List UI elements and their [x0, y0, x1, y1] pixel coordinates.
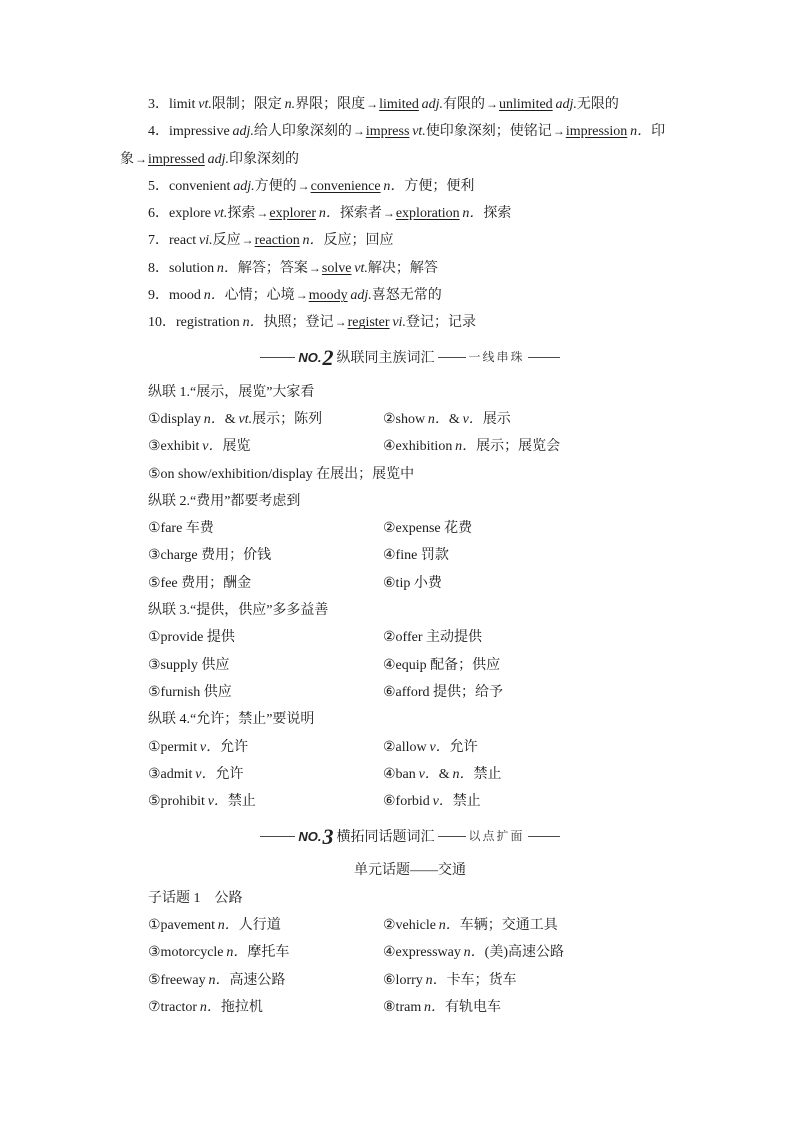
word-item — [383, 624, 482, 651]
entry-text: 4．impressive — [148, 124, 230, 140]
entry-text: ⑤prohibit — [148, 794, 205, 810]
derivative-entry — [120, 118, 700, 145]
derived-word: impressed — [148, 151, 205, 167]
derivative-entry — [120, 200, 700, 227]
entry-text: ②vehicle — [383, 918, 436, 934]
derivation-arrow: → — [241, 233, 254, 248]
section-subtitle: 以点扩面 — [468, 828, 525, 843]
entry-text: ⑤fee 费用；酬金 — [148, 575, 252, 591]
entry-text: ④fine 罚款 — [383, 548, 449, 564]
derived-word: exploration — [395, 206, 460, 222]
word-item — [383, 994, 501, 1021]
derived-word: solve — [321, 260, 352, 276]
word-item — [148, 939, 383, 966]
part-of-speech: n． — [630, 124, 652, 140]
entry-text: 允许 — [215, 766, 244, 782]
entry-text: 禁止 — [473, 766, 502, 782]
part-of-speech: n． — [203, 411, 225, 427]
entry-text: 探索者 — [339, 206, 382, 222]
part-of-speech: adj. — [421, 97, 444, 112]
header-rule-right — [528, 357, 560, 358]
entry-text: ②allow — [383, 739, 427, 755]
part-of-speech: v． — [429, 739, 450, 755]
entry-text: ⑥forbid — [383, 794, 430, 810]
entry-text: ④equip 配备；供应 — [383, 657, 501, 673]
derivation-arrow: → — [552, 124, 565, 139]
entry-text: & — [438, 766, 450, 782]
entry-text: ②expense 花费 — [383, 521, 473, 537]
entry-text: 使印象深刻；使铭记 — [425, 124, 552, 140]
entry-text: ①display — [148, 411, 201, 427]
word-item — [148, 542, 383, 569]
entry-text: ④exhibition — [383, 439, 453, 455]
entry-text: ②offer 主动提供 — [383, 630, 482, 646]
entry-text: 禁止 — [227, 794, 256, 810]
entry-text: & — [448, 411, 460, 427]
entry-text: ④ban — [383, 766, 416, 782]
word-row — [120, 939, 700, 966]
entry-text: ⑥lorry — [383, 972, 423, 988]
derivative-entry-continued — [120, 146, 700, 173]
derived-word: impress — [365, 124, 410, 140]
entry-text: 10．registration — [148, 315, 240, 331]
derived-word: register — [347, 315, 390, 331]
entry-text: 界限；限度 — [295, 97, 366, 112]
entry-text: 卡车；货车 — [446, 972, 517, 988]
synonym-groups — [120, 379, 700, 816]
entry-text: ⑤furnish 供应 — [148, 684, 232, 700]
word-item — [148, 515, 383, 542]
section-title: 横拓同话题词汇 — [336, 827, 435, 844]
word-item — [383, 542, 449, 569]
entry-text: ⑥tip 小费 — [383, 575, 442, 591]
section-number: 3 — [322, 823, 334, 849]
entry-text: 喜怒无常的 — [371, 288, 442, 304]
group-title: 纵联 2.“费用”都要考虑到 — [148, 493, 301, 509]
word-row — [120, 652, 700, 679]
part-of-speech: n． — [216, 260, 238, 276]
word-item — [383, 939, 564, 966]
entry-text: 摩托车 — [247, 945, 290, 961]
derivative-entry — [120, 227, 700, 254]
part-of-speech: vi. — [199, 233, 213, 249]
topic-word-groups — [120, 885, 700, 1021]
header-rule-middle — [438, 836, 466, 837]
section-header-no3 — [120, 815, 700, 857]
derivation-arrow: → — [135, 151, 147, 166]
page-content — [120, 91, 700, 1021]
derivative-entry — [120, 255, 700, 282]
header-rule-left — [260, 357, 295, 358]
entry-text: ①pavement — [148, 918, 215, 934]
derived-word: explorer — [269, 206, 317, 222]
entry-text: 3．limit — [148, 97, 196, 112]
derived-word: reaction — [254, 233, 300, 249]
word-item — [383, 406, 511, 433]
derivation-arrow: → — [366, 97, 379, 111]
part-of-speech: n． — [318, 206, 340, 222]
derivation-arrow: → — [486, 97, 499, 111]
word-row — [120, 542, 700, 569]
part-of-speech: n． — [203, 288, 225, 304]
word-item — [383, 652, 500, 679]
header-rule-left — [260, 836, 295, 837]
word-item — [383, 761, 501, 788]
derivative-entry — [120, 282, 700, 309]
part-of-speech: v． — [432, 794, 453, 810]
part-of-speech: vt. — [238, 411, 253, 427]
part-of-speech: vt. — [354, 260, 368, 276]
part-of-speech: vt. — [213, 206, 228, 222]
part-of-speech: vt. — [412, 124, 426, 140]
unit-topic-title: 单元话题——交通 — [354, 863, 466, 879]
entry-text: 7．react — [148, 233, 197, 249]
entry-text: ⑤on show/exhibition/display 在展出；展览中 — [148, 466, 415, 482]
section-no-label: NO. — [298, 828, 322, 844]
entry-text: 限制；限定 — [211, 97, 282, 112]
entry-text: (美)高速公路 — [484, 945, 564, 961]
word-row — [120, 761, 700, 788]
entry-text: 6．explore — [148, 206, 211, 222]
derivation-arrow: → — [334, 315, 347, 330]
part-of-speech: v． — [418, 766, 439, 782]
word-item — [148, 679, 383, 706]
word-row — [120, 734, 700, 761]
derivation-arrow: → — [308, 260, 321, 275]
entry-text: 展示 — [482, 411, 511, 427]
word-item — [383, 679, 503, 706]
part-of-speech: vt. — [198, 97, 212, 112]
part-of-speech: n． — [383, 178, 405, 194]
word-item — [148, 994, 383, 1021]
entry-text: ③admit — [148, 766, 193, 782]
derivative-entry — [120, 309, 700, 336]
entry-text: ⑦tractor — [148, 999, 198, 1015]
entry-text: ②show — [383, 411, 426, 427]
part-of-speech: adj. — [207, 151, 229, 167]
derived-word: limited — [379, 97, 419, 112]
group-title: 子话题 1 公路 — [148, 890, 243, 906]
word-row — [120, 406, 700, 433]
entry-text: ③motorcycle — [148, 945, 224, 961]
entry-text: ④expressway — [383, 945, 461, 961]
entry-text: 心情；心境 — [224, 288, 295, 304]
word-item — [148, 652, 383, 679]
part-of-speech: v． — [195, 766, 216, 782]
word-row — [120, 788, 700, 815]
entry-text: ⑤freeway — [148, 972, 206, 988]
part-of-speech: n． — [452, 766, 474, 782]
part-of-speech: adj. — [555, 97, 577, 112]
entry-text: & — [224, 411, 236, 427]
word-item — [383, 433, 560, 460]
part-of-speech: v． — [462, 411, 483, 427]
entry-text: 探索 — [483, 206, 512, 222]
entry-text: 解答；答案 — [237, 260, 308, 276]
entry-text: 人行道 — [238, 918, 281, 934]
part-of-speech: n． — [424, 999, 446, 1015]
entry-text: 反应；回应 — [323, 233, 394, 249]
word-row — [120, 433, 700, 460]
part-of-speech: n． — [425, 972, 447, 988]
entry-text: ①permit — [148, 739, 198, 755]
part-of-speech: n． — [463, 945, 485, 961]
derivative-entry — [120, 173, 700, 200]
entry-text: 有限的 — [443, 97, 486, 112]
part-of-speech: n． — [462, 206, 484, 222]
entry-text: 允许 — [220, 739, 249, 755]
entry-text: 5．convenient — [148, 178, 231, 194]
word-item — [148, 788, 383, 815]
part-of-speech: vi. — [392, 315, 406, 331]
entry-text: 反应 — [212, 233, 241, 249]
part-of-speech: adj. — [350, 288, 372, 304]
part-of-speech: n． — [427, 411, 449, 427]
word-row — [120, 912, 700, 939]
part-of-speech: n． — [455, 439, 477, 455]
word-row — [120, 570, 700, 597]
word-item — [148, 570, 383, 597]
entry-text: ①provide 提供 — [148, 630, 235, 646]
word-item — [148, 761, 383, 788]
derived-word: impression — [565, 124, 628, 140]
entry-text: ③exhibit — [148, 439, 200, 455]
word-item — [148, 967, 383, 994]
derivation-arrow: → — [382, 206, 395, 221]
header-rule-middle — [438, 357, 466, 358]
part-of-speech: n． — [242, 315, 264, 331]
part-of-speech: n． — [302, 233, 324, 249]
word-item — [383, 570, 442, 597]
entry-text: 8．solution — [148, 260, 215, 276]
word-item — [383, 788, 481, 815]
word-item — [148, 624, 383, 651]
word-item — [148, 406, 383, 433]
derived-word: convenience — [310, 178, 381, 194]
group-title: 纵联 3.“提供，供应”多多益善 — [148, 603, 329, 619]
entry-text: 登记；记录 — [405, 315, 476, 331]
header-rule-right — [528, 836, 560, 837]
part-of-speech: adj. — [232, 124, 254, 140]
word-row — [120, 515, 700, 542]
entry-text: 解决；解答 — [367, 260, 438, 276]
derivation-arrow: → — [295, 288, 308, 303]
word-row — [120, 461, 700, 488]
word-row — [120, 994, 700, 1021]
derived-word: unlimited — [499, 97, 553, 112]
entry-text: 印 — [651, 124, 666, 140]
part-of-speech: v． — [207, 794, 228, 810]
part-of-speech: n． — [438, 918, 460, 934]
section-subtitle: 一线串珠 — [468, 350, 525, 365]
word-item — [383, 515, 472, 542]
section-number: 2 — [322, 345, 334, 371]
section-no-label: NO. — [298, 350, 322, 366]
part-of-speech: n. — [284, 97, 296, 112]
section-title: 纵联同主族词汇 — [336, 349, 435, 366]
entry-text: 探索 — [227, 206, 256, 222]
derivative-entry — [120, 91, 700, 118]
word-item — [383, 967, 517, 994]
part-of-speech: adj. — [233, 178, 255, 194]
entry-text: 执照；登记 — [263, 315, 334, 331]
word-item — [383, 734, 478, 761]
group-title: 纵联 1.“展示，展览”大家看 — [148, 384, 315, 400]
derivation-arrow: → — [297, 178, 310, 193]
word-row — [120, 679, 700, 706]
entry-text: ⑧tram — [383, 999, 422, 1015]
entry-text: 方便；便利 — [404, 178, 475, 194]
entry-text: 给人印象深刻的 — [253, 124, 352, 140]
part-of-speech: v． — [202, 439, 223, 455]
entry-text: 印象深刻的 — [228, 151, 299, 167]
part-of-speech: n． — [217, 918, 239, 934]
part-of-speech: v． — [199, 739, 221, 755]
entry-text: ⑥afford 提供；给予 — [383, 684, 503, 700]
section-header-no2 — [120, 337, 700, 379]
entry-text: 展示；陈列 — [252, 411, 323, 427]
entry-text: ③charge 费用；价钱 — [148, 548, 272, 564]
word-item — [383, 912, 558, 939]
word-item — [148, 433, 383, 460]
group-title: 纵联 4.“允许；禁止”要说明 — [148, 712, 315, 728]
entry-text: 有轨电车 — [445, 999, 502, 1015]
part-of-speech: n． — [226, 945, 248, 961]
word-item — [148, 734, 383, 761]
derivation-arrow: → — [256, 206, 269, 221]
word-item — [148, 461, 415, 488]
derivation-arrow: → — [352, 124, 365, 139]
part-of-speech: n． — [199, 999, 221, 1015]
word-row — [120, 624, 700, 651]
derived-word: moody — [308, 288, 348, 304]
part-of-speech: n． — [208, 972, 230, 988]
entry-text: 车辆；交通工具 — [459, 918, 558, 934]
word-item — [148, 912, 383, 939]
entry-text: 禁止 — [452, 794, 481, 810]
entry-text: 9．mood — [148, 288, 201, 304]
entry-text: ③supply 供应 — [148, 657, 230, 673]
entry-text: 高速公路 — [229, 972, 286, 988]
entry-text: 展览 — [222, 439, 251, 455]
entry-text: 允许 — [449, 739, 478, 755]
entry-text: 拖拉机 — [220, 999, 263, 1015]
entry-text: 象 — [120, 151, 134, 167]
word-row — [120, 967, 700, 994]
entry-text: 无限的 — [576, 97, 619, 112]
derivative-word-list — [120, 91, 700, 337]
entry-text: ①fare 车费 — [148, 521, 214, 537]
entry-text: 方便的 — [254, 178, 297, 194]
entry-text: 展示；展览会 — [476, 439, 561, 455]
